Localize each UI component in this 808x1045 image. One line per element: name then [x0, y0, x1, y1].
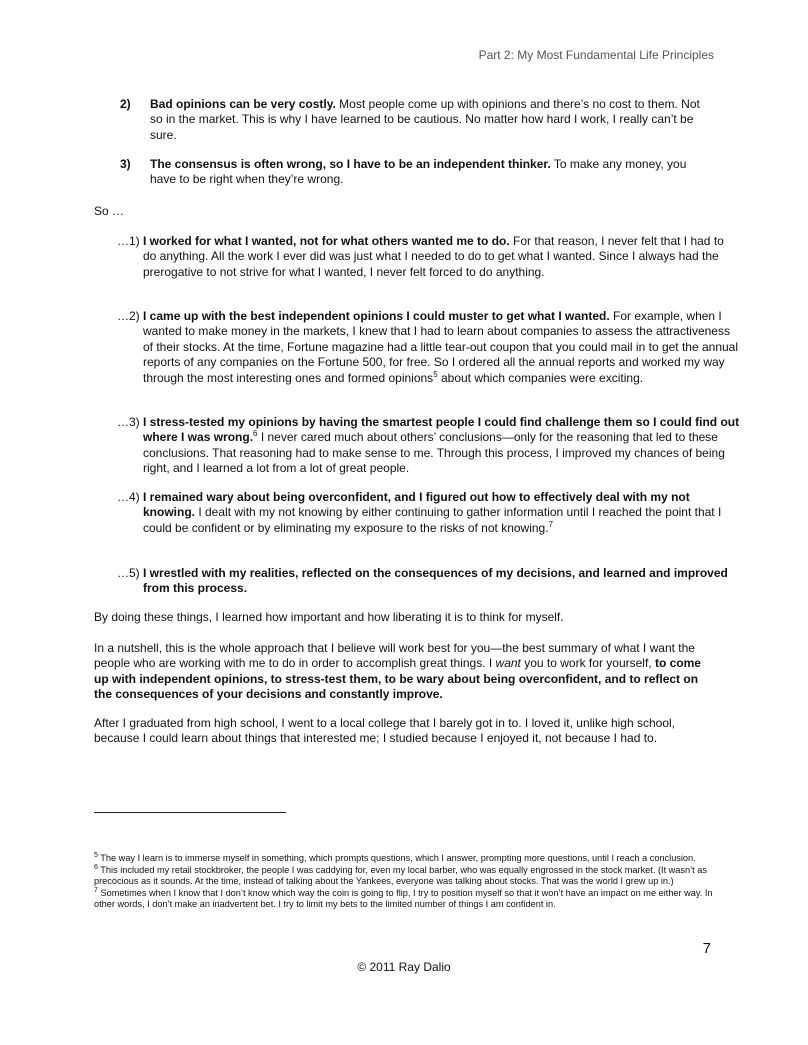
footnote-mark: 5 — [94, 851, 98, 859]
principle-point-2 — [120, 97, 710, 143]
footnote-5 — [94, 853, 718, 865]
footnote-text: This included my retail stockbroker, the people I was caddying for, even my local barber, who was equally engrossed in the stock market. (It wasn’t as precocious as it sounds. At the time, instead of talking about the Yankees, everyone was talking about stocks. That was the world I grew up in.) — [94, 864, 707, 887]
step-bold-text: I worked for what I wanted, not for what others wanted me to do. — [143, 234, 510, 248]
step-prefix: …1) — [117, 234, 144, 248]
point-text — [150, 157, 710, 188]
step-4 — [117, 490, 740, 536]
point-number: 2) — [120, 97, 131, 111]
footnote-ref: 6 — [253, 429, 258, 439]
point-body-text: To make any money, you have to be right when they’re wrong. — [150, 157, 687, 187]
so-label: So … — [94, 204, 125, 218]
paragraph-nutshell — [94, 641, 718, 703]
step-prefix: …2) — [117, 309, 144, 323]
point-bold-text: The consensus is often wrong, so I have to be an independent thinker. — [150, 157, 551, 171]
point-body-text: Most people come up with opinions and there’s no cost to them. Not so in the market. This is why I have learned to be cautious. No matter how hard I work, I really can’t be sure. — [150, 97, 700, 142]
footnotes — [94, 853, 718, 911]
step-bold-text: I came up with the best independent opinions I could muster to get what I wanted. — [143, 309, 610, 323]
step-2 — [117, 309, 740, 386]
step-prefix: …3) — [117, 415, 144, 429]
footnote-7 — [94, 888, 718, 911]
step-bold-text: I remained wary about being overconfident, and I figured out how to effectively deal with my not knowing. — [143, 490, 690, 520]
footnote-mark: 7 — [94, 886, 98, 894]
step-body-text: For example, when I wanted to make money in the markets, I knew that I had to learn about companies to assess the attractiveness of their stocks. At the time, Fortune magazine had a little tear-out coupon that you could mail in to get the annual reports of any companies on the Fortune 500, for free. So I ordered all the annual reports and worked my way through the most interesting ones and formed opinions — [143, 309, 739, 385]
step-bold-text: I stress-tested my opinions by having the smartest people I could find challenge them so I could find out where I was wrong. — [143, 415, 740, 445]
step-bold-text: I wrestled with my realities, reflected on the consequences of my decisions, and learned and improved from this process. — [143, 566, 728, 596]
paragraph-text: In a nutshell, this is the whole approach that I believe will work best for you—the best summary of what I want the people who are working with me to do in order to accomplish great things. I — [94, 641, 695, 671]
step-prefix: …4) — [117, 490, 144, 504]
step-3 — [117, 415, 740, 477]
step-body-text-continued: about which companies were exciting. — [437, 370, 644, 385]
point-text — [150, 97, 710, 143]
point-bold-text: Bad opinions can be very costly. — [150, 97, 336, 111]
paragraph-college: After I graduated from high school, I went to a local college that I barely got in to. I loved it, unlike high school, because I could learn about things that interested me; I studied because I enjoyed it, not because I had to. — [94, 716, 675, 746]
footnote-text: The way I learn is to immerse myself in something, which prompts questions, which I answer, prompting more questions, until I reach a conclusion. — [100, 853, 696, 863]
principle-point-3 — [120, 157, 710, 188]
step-body-text: For that reason, I never felt that I had to do anything. All the work I ever did was just what I needed to do to get what I wanted. Since I always had the prerogative to not strive for what I wanted, I never felt forced to do anything. — [143, 234, 724, 279]
running-header: Part 2: My Most Fundamental Life Principles — [478, 48, 714, 62]
page-number: 7 — [702, 940, 711, 957]
point-number: 3) — [120, 157, 131, 171]
footnote-6 — [94, 865, 718, 888]
step-body-text: I dealt with my not knowing by either continuing to gather information until I reached the point that I could be confident or by eliminating my exposure to the risks of not knowing. — [143, 505, 722, 535]
step-5 — [117, 566, 740, 597]
footnote-ref: 5 — [433, 369, 438, 379]
paragraph-bold-text: to come up with independent opinions, to stress-test them, to be wary about being overconfident, and to reflect on the consequences of your decisions and constantly improve. — [94, 656, 701, 702]
footnote-text: Sometimes when I know that I don’t know which way the coin is going to flip, I try to position myself so that it won’t have an impact on me either way. In other words, I don’t make an inadvertent bet. I try to limit my bets to the limited number of things I am confident in. — [94, 887, 713, 910]
paragraph-text: you to work for yourself, — [520, 656, 655, 671]
step-prefix: …5) — [117, 566, 144, 580]
footnote-divider — [94, 812, 286, 813]
footnote-ref: 7 — [548, 519, 554, 529]
copyright-notice: © 2011 Ray Dalio — [357, 960, 451, 974]
footnote-mark: 6 — [94, 863, 98, 871]
emphasis-want: want — [495, 656, 521, 671]
step-1 — [117, 234, 740, 280]
step-body-text: I never cared much about others’ conclusions—only for the reasoning that led to these conclusions. That reasoning had to make sense to me. Through this process, I improved my chances of being right, and I learned a lot from a lot of great people. — [143, 430, 725, 476]
paragraph-liberating: By doing these things, I learned how important and how liberating it is to think for myself. — [94, 610, 564, 624]
